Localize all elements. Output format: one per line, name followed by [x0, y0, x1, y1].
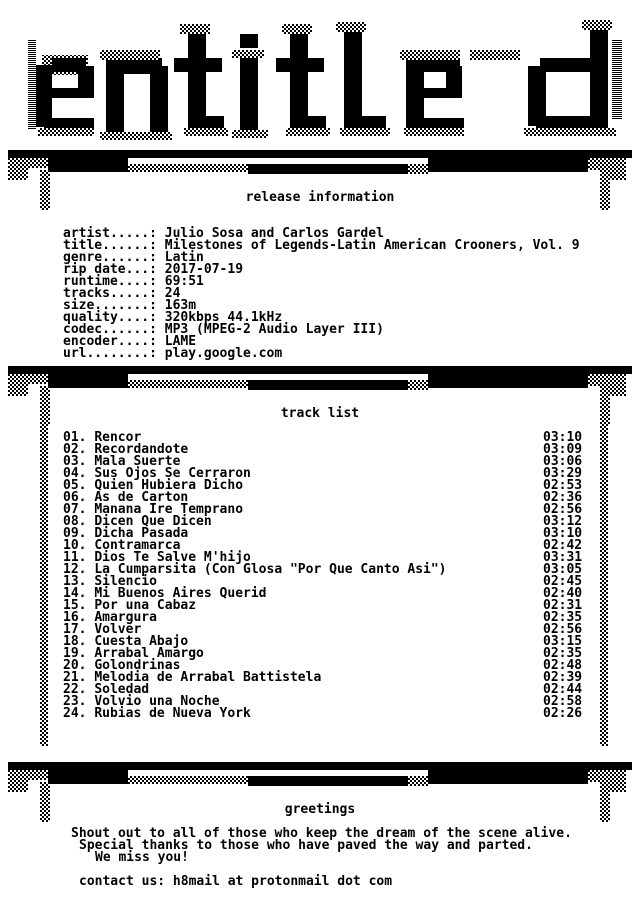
- track-title: Silencio: [94, 574, 157, 589]
- track-number: 08.: [63, 514, 87, 529]
- logo-letter-e1: [34, 55, 94, 136]
- track-title: Contramarca: [94, 538, 181, 553]
- track-number: 06.: [63, 490, 87, 505]
- track-time: 02:53: [543, 478, 583, 493]
- tracklist-heading: track list: [280, 406, 360, 421]
- track-number: 12.: [63, 562, 87, 577]
- track-time: 03:10: [543, 526, 583, 541]
- logo-letter-d: [524, 20, 622, 136]
- track-title: Golondrinas: [94, 658, 181, 673]
- track-time: 02:58: [543, 694, 583, 709]
- track-title: Manana Ire Temprano: [94, 502, 244, 517]
- field-key: url........:: [63, 346, 157, 361]
- release-heading: release information: [245, 190, 395, 205]
- track-time: 03:05: [543, 562, 583, 577]
- field-value: play.google.com: [164, 346, 283, 361]
- field-value: LAME: [164, 334, 197, 349]
- logo-letter-l: [336, 22, 390, 136]
- track-time: 03:15: [543, 634, 583, 649]
- track-title: Volvio una Noche: [94, 694, 220, 709]
- track-time: 03:10: [543, 430, 583, 445]
- track-title: Volver: [94, 622, 142, 637]
- field-value: 2017-07-19: [164, 262, 244, 277]
- field-url: [63, 348, 282, 360]
- field-value: 163m: [164, 298, 197, 313]
- track-number: 09.: [63, 526, 87, 541]
- track-number: 05.: [63, 478, 87, 493]
- track-title: Dios Te Salve M'hijo: [94, 550, 251, 565]
- track-title: Por una Cabaz: [94, 598, 197, 613]
- track-time: 02:36: [543, 490, 583, 505]
- logo-tag: hX!: [432, 60, 452, 73]
- greetings-line-3: We miss you!: [95, 850, 189, 865]
- greetings-line-2: Special thanks to those who have paved the way and parted.: [79, 838, 533, 853]
- track-number: 07.: [63, 502, 87, 517]
- field-value: Latin: [164, 250, 204, 265]
- field-value: MP3 (MPEG-2 Audio Layer III): [164, 322, 384, 337]
- track-title: Sus Ojos Se Cerraron: [94, 466, 251, 481]
- track-title: Rubias de Nueva York: [94, 706, 251, 721]
- field-key: size.......:: [63, 298, 157, 313]
- track-title: Quien Hubiera Dicho: [94, 478, 244, 493]
- track-number: 04.: [63, 466, 87, 481]
- logo-shadow: [28, 40, 36, 130]
- field-key: runtime....:: [63, 274, 157, 289]
- track-time: 03:09: [543, 442, 583, 457]
- field-key: quality....:: [63, 310, 157, 325]
- greetings-heading: greetings: [284, 802, 356, 817]
- right-rail: [600, 426, 608, 746]
- track-number: 19.: [63, 646, 87, 661]
- track-number: 01.: [63, 430, 87, 445]
- logo-letter-t2: [276, 24, 330, 136]
- field-value: Julio Sosa and Carlos Gardel: [164, 226, 384, 241]
- track-title: Recordandote: [94, 442, 189, 457]
- logo-shadow-2: [470, 50, 520, 60]
- track-title: Dicen Que Dicen: [94, 514, 212, 529]
- field-key: codec......:: [63, 322, 157, 337]
- track-number: 15.: [63, 598, 87, 613]
- field-key: genre......:: [63, 250, 157, 265]
- greetings-line-1: Shout out to all of those who keep the dream of the scene alive.: [71, 826, 572, 841]
- track-title: As de Carton: [94, 490, 189, 505]
- track-title: Soledad: [94, 682, 150, 697]
- track-title: Amargura: [94, 610, 157, 625]
- field-key: rip date...:: [63, 262, 157, 277]
- track-number: 18.: [63, 634, 87, 649]
- track-time: 03:29: [543, 466, 583, 481]
- field-value: 24: [164, 286, 181, 301]
- track-number: 16.: [63, 610, 87, 625]
- track-time: 02:40: [543, 586, 583, 601]
- track-number: 17.: [63, 622, 87, 637]
- track-number: 13.: [63, 574, 87, 589]
- track-number: 02.: [63, 442, 87, 457]
- track-row: [63, 708, 251, 720]
- track-number: 20.: [63, 658, 87, 673]
- track-time: 02:45: [543, 574, 583, 589]
- contact-line: contact us: h8mail at protonmail dot com: [79, 874, 393, 889]
- track-number: 24.: [63, 706, 87, 721]
- field-key: title......:: [63, 238, 157, 253]
- track-time: 03:06: [543, 454, 583, 469]
- logo-letter-i: [232, 34, 268, 138]
- track-time: 02:31: [543, 598, 583, 613]
- field-key: encoder....:: [63, 334, 157, 349]
- track-time: 02:35: [543, 610, 583, 625]
- field-value: 320kbps 44.1kHz: [164, 310, 283, 325]
- track-time: 02:56: [543, 502, 583, 517]
- left-rail: [40, 426, 48, 746]
- field-key: tracks.....:: [63, 286, 157, 301]
- track-number: 22.: [63, 682, 87, 697]
- track-time: 02:44: [543, 682, 583, 697]
- track-number: 23.: [63, 694, 87, 709]
- track-number: 10.: [63, 538, 87, 553]
- track-title: Rencor: [94, 430, 142, 445]
- track-time: 03:31: [543, 550, 583, 565]
- logo-letter-t1: [174, 24, 228, 136]
- track-number: 14.: [63, 586, 87, 601]
- track-number: 11.: [63, 550, 87, 565]
- field-key: artist.....:: [63, 226, 157, 241]
- track-time: 02:48: [543, 658, 583, 673]
- track-time: 02:26: [543, 706, 583, 721]
- track-title: Cuesta Abajo: [94, 634, 189, 649]
- field-value: Milestones of Legends-Latin American Crooners, Vol. 9: [164, 238, 580, 253]
- track-time: 02:35: [543, 646, 583, 661]
- field-value: 69:51: [164, 274, 204, 289]
- logo-letter-n: [100, 50, 172, 140]
- track-time: 02:39: [543, 670, 583, 685]
- track-time: 02:56: [543, 622, 583, 637]
- entitled-logo: [0, 0, 640, 150]
- track-title: Dicha Pasada: [94, 526, 189, 541]
- track-title: Arrabal Amargo: [94, 646, 204, 661]
- track-title: Mi Buenos Aires Querid: [94, 586, 267, 601]
- track-number: 03.: [63, 454, 87, 469]
- track-title: Melodia de Arrabal Battistela: [94, 670, 322, 685]
- track-title: Mala Suerte: [94, 454, 181, 469]
- track-time: 02:42: [543, 538, 583, 553]
- track-title: La Cumparsita (Con Glosa "Por Que Canto Asi"): [94, 562, 447, 577]
- track-number: 21.: [63, 670, 87, 685]
- track-time: 03:12: [543, 514, 583, 529]
